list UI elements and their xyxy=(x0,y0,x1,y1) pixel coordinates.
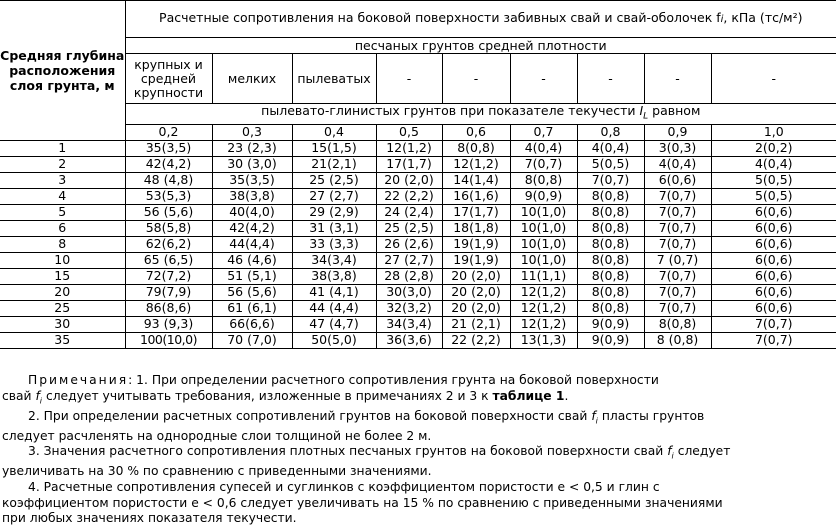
note-2-line-1: 2. При определении расчетных сопротивлений грунтов на боковой поверхности свай xyxy=(28,408,592,423)
table-row xyxy=(0,300,836,316)
depth-cell: 3 xyxy=(0,172,125,188)
value-cell: 53(5,3) xyxy=(125,188,212,204)
value-cell: 4(0,4) xyxy=(510,140,577,156)
depth-cell: 15 xyxy=(0,268,125,284)
value-cell: 51 (5,1) xyxy=(212,268,292,284)
sand-type-header: - xyxy=(577,54,644,104)
table-row xyxy=(0,172,836,188)
liquidity-index-header: 0,7 xyxy=(510,124,577,140)
value-cell: 26 (2,6) xyxy=(376,236,442,252)
depth-cell: 20 xyxy=(0,284,125,300)
value-cell: 7 (0,7) xyxy=(644,252,711,268)
note-3-line-1: 3. Значения расчетного сопротивления плотных песчаных грунтов на боковой поверхности свай xyxy=(28,444,668,459)
note-2-symbol: f xyxy=(591,408,596,423)
value-cell: 44 (4,4) xyxy=(292,300,376,316)
resistance-subscript: i xyxy=(720,14,724,25)
value-cell: 10(1,0) xyxy=(510,204,577,220)
liquidity-index-header: 0,6 xyxy=(442,124,510,140)
value-cell: 10(1,0) xyxy=(510,236,577,252)
value-cell: 12(1,2) xyxy=(442,156,510,172)
value-cell: 29 (2,9) xyxy=(292,204,376,220)
depth-cell: 5 xyxy=(0,204,125,220)
value-cell: 23 (2,3) xyxy=(212,140,292,156)
value-cell: 17(1,7) xyxy=(442,204,510,220)
liquidity-index-header: 0,4 xyxy=(292,124,376,140)
value-cell: 5(0,5) xyxy=(711,188,836,204)
table-row xyxy=(0,332,836,348)
note-2-line-2: следует расчленять на однородные слои толщиной не более 2 м. xyxy=(2,428,432,443)
depth-cell: 35 xyxy=(0,332,125,348)
value-cell: 21 (2,1) xyxy=(442,316,510,332)
value-cell: 10(1,0) xyxy=(510,252,577,268)
value-cell: 35(3,5) xyxy=(212,172,292,188)
value-cell: 46 (4,6) xyxy=(212,252,292,268)
table-row xyxy=(0,268,836,284)
depth-cell: 8 xyxy=(0,236,125,252)
sand-type-header: - xyxy=(510,54,577,104)
depth-cell: 25 xyxy=(0,300,125,316)
value-cell: 7(0,7) xyxy=(711,332,836,348)
value-cell: 38(3,8) xyxy=(212,188,292,204)
note-1-line-2-start: свай xyxy=(2,388,36,403)
value-cell: 9(0,9) xyxy=(577,316,644,332)
liquidity-index-header: 0,3 xyxy=(212,124,292,140)
sand-type-header: мелких xyxy=(212,54,292,104)
value-cell: 62(6,2) xyxy=(125,236,212,252)
value-cell: 44(4,4) xyxy=(212,236,292,252)
note-2-subscript: i xyxy=(595,416,598,426)
value-cell: 14(1,4) xyxy=(442,172,510,188)
value-cell: 11(1,1) xyxy=(510,268,577,284)
table-row xyxy=(0,140,836,156)
sand-type-header: - xyxy=(644,54,711,104)
value-cell: 34(3,4) xyxy=(292,252,376,268)
value-cell: 20 (2,0) xyxy=(376,172,442,188)
value-cell: 38(3,8) xyxy=(292,268,376,284)
value-cell: 66(6,6) xyxy=(212,316,292,332)
value-cell: 9(0,9) xyxy=(577,332,644,348)
note-3-line-2: увеличивать на 30 % по сравнению с приведенными значениями. xyxy=(2,464,432,479)
notes-block xyxy=(0,373,836,527)
liquidity-index-header: 0,5 xyxy=(376,124,442,140)
value-cell: 36(3,6) xyxy=(376,332,442,348)
value-cell: 8(0,8) xyxy=(577,252,644,268)
value-cell: 8(0,8) xyxy=(442,140,510,156)
liquidity-index-header: 1,0 xyxy=(711,124,836,140)
note-4-line-2: коэффициентом пористости е < 0,6 следует увеличивать на 15 % по сравнению с приведенными значениями xyxy=(2,495,723,510)
value-cell: 20 (2,0) xyxy=(442,284,510,300)
resistance-title-cell xyxy=(125,1,836,38)
table-row xyxy=(0,156,836,172)
liquidity-index-header: 0,2 xyxy=(125,124,212,140)
value-cell: 42(4,2) xyxy=(212,220,292,236)
depth-cell: 6 xyxy=(0,220,125,236)
value-cell: 35(3,5) xyxy=(125,140,212,156)
value-cell: 22 (2,2) xyxy=(442,332,510,348)
value-cell: 6(0,6) xyxy=(644,172,711,188)
value-cell: 18(1,8) xyxy=(442,220,510,236)
value-cell: 6(0,6) xyxy=(711,220,836,236)
clay-group-prefix: пылевато-глинистых грунтов при показателе текучести xyxy=(261,103,640,118)
value-cell: 6(0,6) xyxy=(711,284,836,300)
sand-type-header: - xyxy=(711,54,836,104)
value-cell: 13(1,3) xyxy=(510,332,577,348)
value-cell: 22 (2,2) xyxy=(376,188,442,204)
note-4-line-3: при любых значениях показателя текучести. xyxy=(2,511,297,526)
value-cell: 58(5,8) xyxy=(125,220,212,236)
value-cell: 7(0,7) xyxy=(577,172,644,188)
sand-type-header: пылеватых xyxy=(292,54,376,104)
value-cell: 47 (4,7) xyxy=(292,316,376,332)
note-3-line-1-end: следует xyxy=(673,444,731,459)
note-1-table-ref: таблице 1 xyxy=(492,388,565,403)
value-cell: 20 (2,0) xyxy=(442,300,510,316)
value-cell: 56 (5,6) xyxy=(125,204,212,220)
value-cell: 42(4,2) xyxy=(125,156,212,172)
value-cell: 65 (6,5) xyxy=(125,252,212,268)
clay-group-symbol: I xyxy=(639,103,644,118)
value-cell: 6(0,6) xyxy=(711,236,836,252)
value-cell: 19(1,9) xyxy=(442,252,510,268)
value-cell: 12(1,2) xyxy=(510,316,577,332)
value-cell: 31 (3,1) xyxy=(292,220,376,236)
sandy-group-header: песчаных грунтов средней плотности xyxy=(125,38,836,54)
value-cell: 7(0,7) xyxy=(644,220,711,236)
value-cell: 7(0,7) xyxy=(644,284,711,300)
table-row xyxy=(0,236,836,252)
value-cell: 7(0,7) xyxy=(644,188,711,204)
value-cell: 7(0,7) xyxy=(510,156,577,172)
value-cell: 15(1,5) xyxy=(292,140,376,156)
value-cell: 12(1,2) xyxy=(376,140,442,156)
table-row xyxy=(0,220,836,236)
clay-group-header xyxy=(125,104,836,125)
note-1-line-1: : 1. При определении расчетного сопротивления грунта на боковой поверхности xyxy=(128,373,659,387)
value-cell: 25 (2,5) xyxy=(376,220,442,236)
value-cell: 8(0,8) xyxy=(644,316,711,332)
value-cell: 12(1,2) xyxy=(510,300,577,316)
depth-cell: 4 xyxy=(0,188,125,204)
value-cell: 32(3,2) xyxy=(376,300,442,316)
value-cell: 50(5,0) xyxy=(292,332,376,348)
liquidity-index-header: 0,8 xyxy=(577,124,644,140)
note-1-line-2-mid: следует учитывать требования, изложенные в примечаниях 2 и 3 к xyxy=(42,388,493,403)
value-cell: 93 (9,3) xyxy=(125,316,212,332)
value-cell: 7(0,7) xyxy=(644,268,711,284)
depth-cell: 10 xyxy=(0,252,125,268)
value-cell: 6(0,6) xyxy=(711,204,836,220)
value-cell: 8(0,8) xyxy=(577,220,644,236)
value-cell: 34(3,4) xyxy=(376,316,442,332)
value-cell: 3(0,3) xyxy=(644,140,711,156)
value-cell: 28 (2,8) xyxy=(376,268,442,284)
value-cell: 56 (5,6) xyxy=(212,284,292,300)
depth-column-header: Средняя глубина расположения слоя грунта, м xyxy=(0,1,125,141)
value-cell: 8(0,8) xyxy=(577,284,644,300)
value-cell: 70 (7,0) xyxy=(212,332,292,348)
value-cell: 25 (2,5) xyxy=(292,172,376,188)
depth-cell: 1 xyxy=(0,140,125,156)
value-cell: 41 (4,1) xyxy=(292,284,376,300)
table-row xyxy=(0,204,836,220)
value-cell: 21(2,1) xyxy=(292,156,376,172)
sand-type-header: - xyxy=(442,54,510,104)
value-cell: 6(0,6) xyxy=(711,300,836,316)
value-cell: 10(1,0) xyxy=(510,220,577,236)
sand-type-header: - xyxy=(376,54,442,104)
value-cell: 8 (0,8) xyxy=(644,332,711,348)
table-row xyxy=(0,316,836,332)
resistance-units: , кПа (тс/м²) xyxy=(723,10,803,25)
value-cell: 16(1,6) xyxy=(442,188,510,204)
value-cell: 8(0,8) xyxy=(577,236,644,252)
value-cell: 8(0,8) xyxy=(510,172,577,188)
value-cell: 30 (3,0) xyxy=(212,156,292,172)
note-4-line-1: 4. Расчетные сопротивления супесей и суглинков с коэффициентом пористости е < 0,5 и глин с xyxy=(28,479,660,494)
value-cell: 79(7,9) xyxy=(125,284,212,300)
table-row xyxy=(0,284,836,300)
note-1-line-2-end: . xyxy=(564,388,569,403)
value-cell: 40(4,0) xyxy=(212,204,292,220)
table-row xyxy=(0,252,836,268)
value-cell: 72(7,2) xyxy=(125,268,212,284)
value-cell: 20 (2,0) xyxy=(442,268,510,284)
value-cell: 8(0,8) xyxy=(577,268,644,284)
liquidity-index-header: 0,9 xyxy=(644,124,711,140)
value-cell: 48 (4,8) xyxy=(125,172,212,188)
note-3-symbol: f xyxy=(667,444,672,459)
value-cell: 24 (2,4) xyxy=(376,204,442,220)
notes-label: Примечания xyxy=(28,373,129,387)
depth-cell: 2 xyxy=(0,156,125,172)
table-row xyxy=(0,188,836,204)
resistance-title: Расчетные сопротивления на боковой поверхности забивных свай и свай-оболочек f xyxy=(159,10,721,25)
value-cell: 4(0,4) xyxy=(577,140,644,156)
depth-cell: 30 xyxy=(0,316,125,332)
value-cell: 17(1,7) xyxy=(376,156,442,172)
clay-group-subscript: L xyxy=(643,111,649,122)
value-cell: 19(1,9) xyxy=(442,236,510,252)
value-cell: 8(0,8) xyxy=(577,300,644,316)
value-cell: 86(8,6) xyxy=(125,300,212,316)
value-cell: 33 (3,3) xyxy=(292,236,376,252)
note-2-line-1-end: пласты грунтов xyxy=(597,408,705,423)
clay-group-suffix: равном xyxy=(648,103,701,118)
value-cell: 7(0,7) xyxy=(644,204,711,220)
value-cell: 7(0,7) xyxy=(644,236,711,252)
value-cell: 6(0,6) xyxy=(711,252,836,268)
value-cell: 5(0,5) xyxy=(711,172,836,188)
value-cell: 12(1,2) xyxy=(510,284,577,300)
value-cell: 61 (6,1) xyxy=(212,300,292,316)
value-cell: 30(3,0) xyxy=(376,284,442,300)
value-cell: 6(0,6) xyxy=(711,268,836,284)
value-cell: 8(0,8) xyxy=(577,188,644,204)
note-1-symbol: f xyxy=(35,388,40,403)
value-cell: 5(0,5) xyxy=(577,156,644,172)
value-cell: 8(0,8) xyxy=(577,204,644,220)
value-cell: 7(0,7) xyxy=(711,316,836,332)
note-1-subscript: i xyxy=(39,396,43,406)
sand-type-header: крупных и средней крупности xyxy=(125,54,212,104)
value-cell: 9(0,9) xyxy=(510,188,577,204)
value-cell: 4(0,4) xyxy=(711,156,836,172)
value-cell: 4(0,4) xyxy=(644,156,711,172)
value-cell: 27 (2,7) xyxy=(292,188,376,204)
value-cell: 7(0,7) xyxy=(644,300,711,316)
value-cell: 100(10,0) xyxy=(125,332,212,348)
note-3-subscript: i xyxy=(671,451,674,461)
value-cell: 27 (2,7) xyxy=(376,252,442,268)
value-cell: 2(0,2) xyxy=(711,140,836,156)
